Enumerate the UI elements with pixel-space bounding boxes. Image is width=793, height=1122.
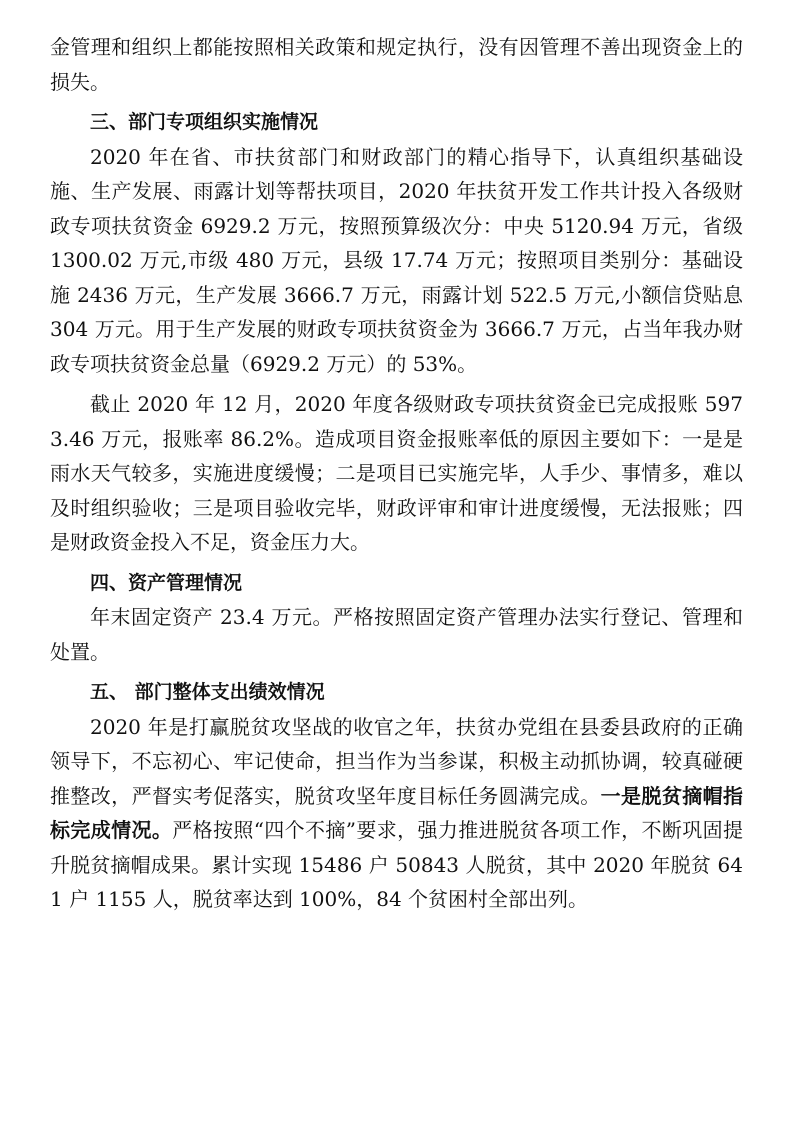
- heading-section-4: 四、资产管理情况: [90, 571, 243, 594]
- paragraph-special-projects: 2020 年在省、市扶贫部门和财政部门的精心指导下，认真组织基础设施、生产发展、雨露计划等帮扶项目，2020 年扶贫开发工作共计投入各级财政专项扶贫资金 6929.2 万元，按照预算级次分：中央 5120.94 万元，省级 1300.02 万元,市级 480 万元，县级 17.74 万元；按照项目类别分：基础设施 2436 万元，生产发展 3666.7 万元，雨露计划 522.5 万元,小额信贷贴息 304 万元。用于生产发展的财政专项扶贫资金为 3666.7 万元，占当年我办财政专项扶贫资金总量（6929.2 万元）的 53%。: [50, 144, 743, 376]
- heading-section-5: 五、 部门整体支出绩效情况: [90, 681, 325, 703]
- paragraph-asset-management: 年末固定资产 23.4 万元。严格按照固定资产管理办法实行登记、管理和处置。: [50, 605, 743, 664]
- performance-text-detail: 严格按照“四个不摘”要求，强力推进脱贫各项工作，不断巩固提升脱贫摘帽成果。累计实现 15486 户 50843 人脱贫，其中 2020 年脱贫 641 户 1155 人，脱贫率达到 100%，84 个贫困村全部出列。: [50, 818, 744, 911]
- paragraph-fund-management-continued: 金管理和组织上都能按照相关政策和规定执行，没有因管理不善出现资金上的损失。: [50, 35, 743, 94]
- heading-section-3: 三、部门专项组织实施情况: [90, 111, 319, 133]
- paragraph-reimbursement: 截止 2020 年 12 月，2020 年度各级财政专项扶贫资金已完成报账 5973.46 万元，报账率 86.2%。造成项目资金报账率低的原因主要如下：一是是雨水天气较多，实施进度缓慢；二是项目已实施完毕，人手少、事情多，难以及时组织验收；三是项目验收完毕，财政评审和审计进度缓慢，无法报账；四是财政资金投入不足，资金压力大。: [50, 392, 743, 554]
- paragraph-performance: [50, 710, 743, 917]
- performance-bold-lead: 一是脱贫摘帽指标完成情况。: [50, 783, 744, 842]
- document-page: [50, 30, 743, 917]
- performance-text-intro: 2020 年是打赢脱贫攻坚战的收官之年，扶贫办党组在县委县政府的正确领导下，不忘初心、牢记使命，担当作为当参谋，积极主动抓协调，较真碰硬推整改，严督实考促落实，脱贫攻坚年度目标任务圆满完成。: [50, 714, 743, 808]
